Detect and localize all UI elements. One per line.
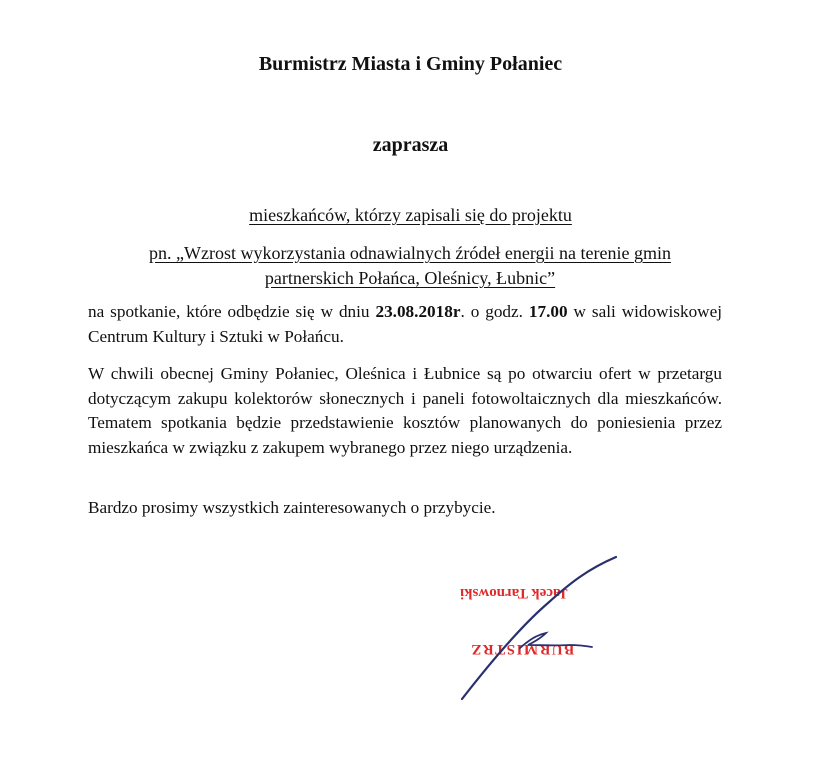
project-intro: mieszkańców, którzy zapisali się do projektu (249, 205, 572, 225)
meeting-paragraph (88, 300, 722, 349)
meeting-time: 17.00 (528, 302, 568, 321)
project-name-line-2: partnerskich Połańca, Oleśnicy, Łubnic” (264, 268, 556, 288)
meeting-text-2: . o godz. (460, 302, 529, 321)
invite-heading: zaprasza (372, 134, 449, 156)
signature-stroke-flourish (520, 633, 592, 648)
meeting-text-3: w sali widowiskowej Centrum Kultury i Sztuki w Połańcu. (88, 302, 722, 346)
stamp-name: Jacek Tarnowski (460, 585, 568, 601)
stamp-and-signature (420, 545, 620, 715)
tender-paragraph: W chwili obecnej Gminy Połaniec, Oleśnica i Łubnice są po otwarciu ofert w przetargu dotyczącym zakupu kolektorów słonecznych i paneli fotowoltaicznych dla mieszkańców. Tematem spotkania będzie przedstawienie kosztów planowanych do poniesienia przez mieszkańca w związku z zakupem wybranego przez niego urządzenia. (88, 364, 722, 457)
signature-stroke-main (462, 557, 616, 699)
handwritten-signature (420, 545, 620, 715)
project-name (95, 241, 725, 291)
closing-paragraph: Bardzo prosimy wszystkich zainteresowanych o przybycie. (88, 498, 496, 517)
meeting-date: 23.08.2018r (375, 302, 461, 321)
stamp-title: BURMISTRZ (469, 641, 575, 657)
project-name-line-1: pn. „Wzrost wykorzystania odnawialnych źródeł energii na terenie gmin (149, 243, 671, 263)
document-title: Burmistrz Miasta i Gminy Połaniec (258, 53, 563, 75)
meeting-text-1: na spotkanie, które odbędzie się w dniu (88, 302, 376, 321)
